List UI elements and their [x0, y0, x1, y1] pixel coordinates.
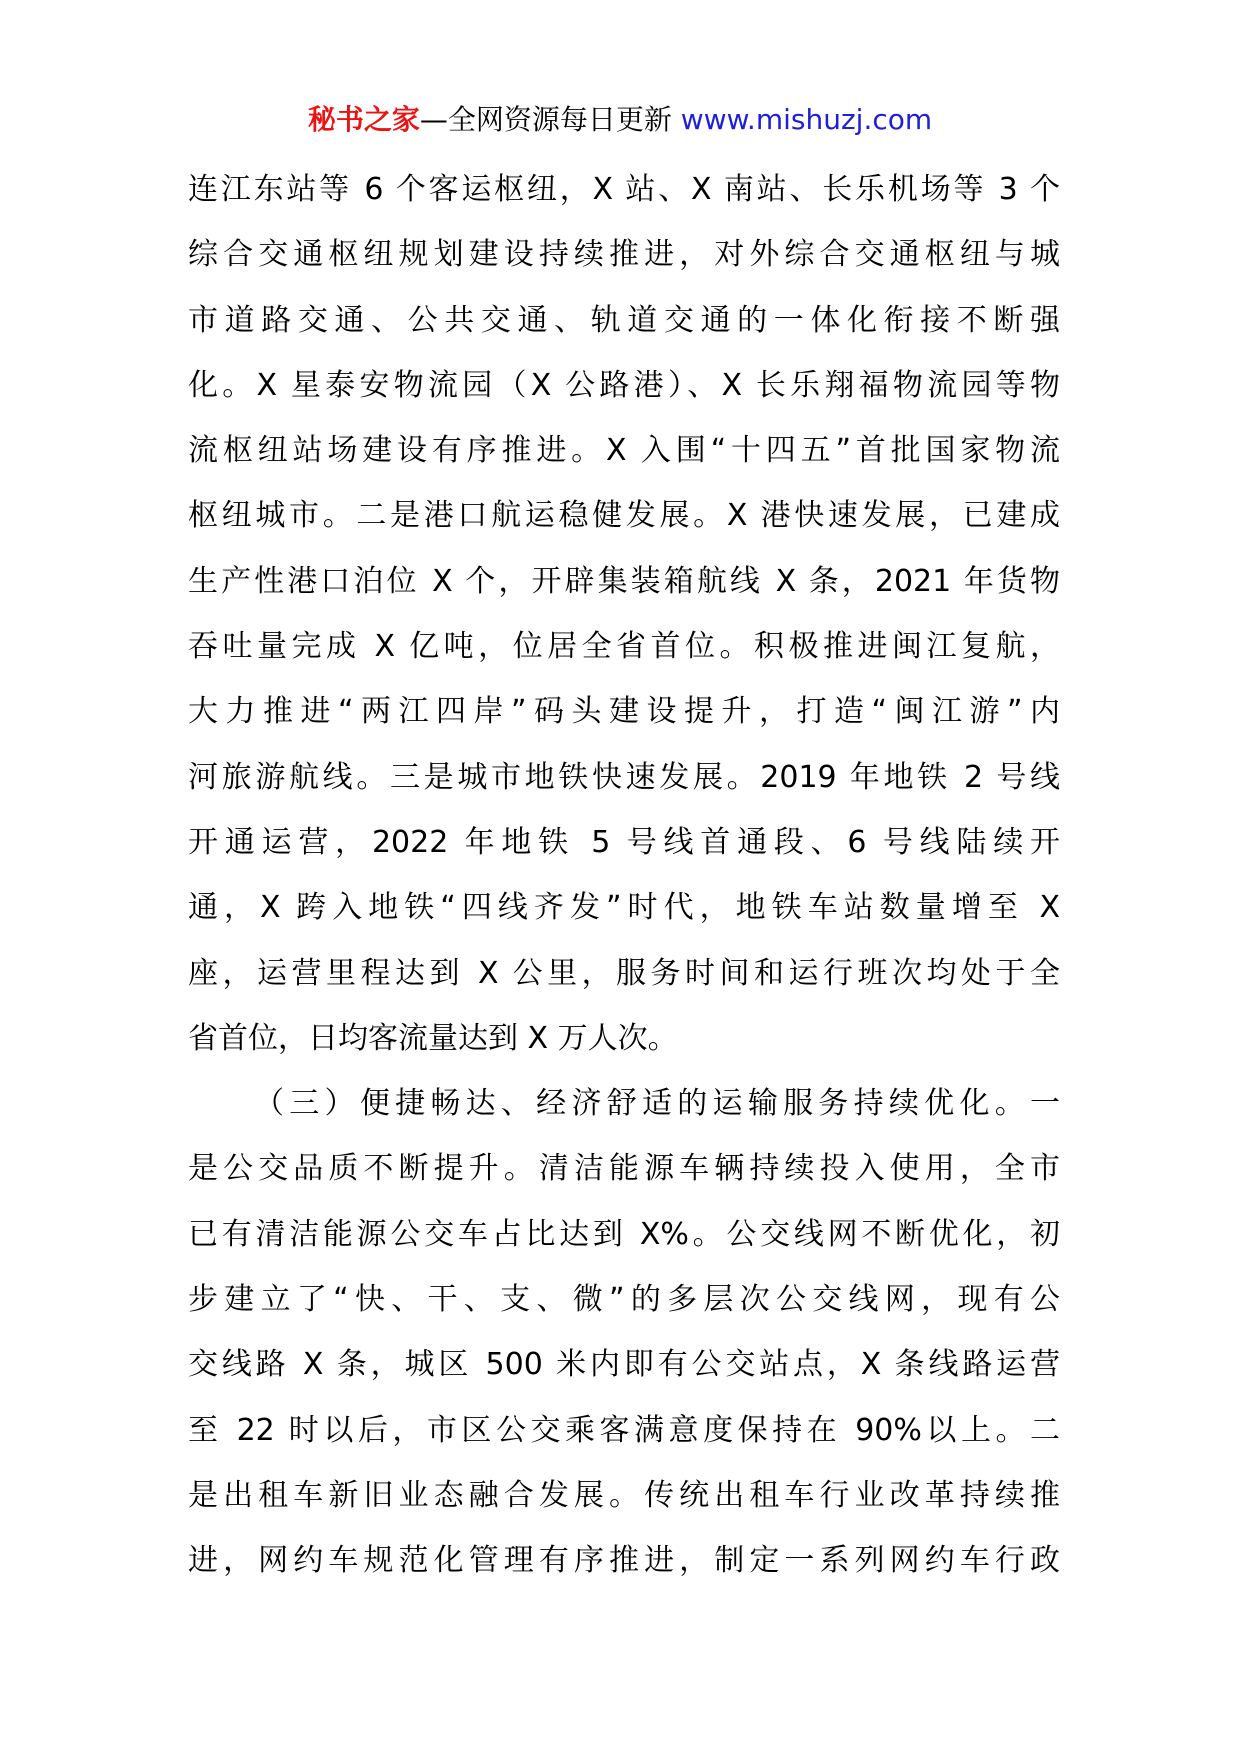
- body-line: 至 22 时以后，市区公交乘客满意度保持在 90%以上。二: [188, 1412, 1060, 1448]
- header-tagline: —全网资源每日更新: [419, 103, 672, 136]
- body-line: 是出租车新旧业态融合发展。传统出租车行业改革持续推: [188, 1477, 1060, 1513]
- body-line: 枢纽城市。二是港口航运稳健发展。X 港快速发展，已建成: [188, 498, 1060, 534]
- body-line: 进，网约车规范化管理有序推进，制定一系列网约车行政: [188, 1543, 1060, 1579]
- section-heading-line: （三）便捷畅达、经济舒适的运输服务持续优化。一: [254, 1086, 1060, 1122]
- body-line: 河旅游航线。三是城市地铁快速发展。2019 年地铁 2 号线: [188, 759, 1060, 795]
- body-line: 流枢纽站场建设有序推进。X 入围“十四五”首批国家物流: [188, 433, 1060, 469]
- body-line: 步建立了“快、干、支、微”的多层次公交线网，现有公: [188, 1282, 1060, 1318]
- body-line: 市道路交通、公共交通、轨道交通的一体化衔接不断强: [188, 302, 1060, 338]
- website-link[interactable]: www.mishuzj.com: [680, 103, 933, 136]
- body-line: 综合交通枢纽规划建设持续推进，对外综合交通枢纽与城: [188, 237, 1060, 273]
- body-line: 交线路 X 条，城区 500 米内即有公交站点，X 条线路运营: [188, 1347, 1060, 1383]
- body-line: 连江东站等 6 个客运枢纽，X 站、X 南站、长乐机场等 3 个: [188, 172, 1060, 207]
- body-line: 座，运营里程达到 X 公里，服务时间和运行班次均处于全: [188, 955, 1060, 991]
- body-line: 大力推进“两江四岸”码头建设提升，打造“闽江游”内: [188, 694, 1060, 730]
- paragraph-last-line: 省首位，日均客流量达到 X 万人次。: [188, 1020, 678, 1056]
- body-line: 吞吐量完成 X 亿吨，位居全省首位。积极推进闽江复航，: [188, 629, 1060, 665]
- body-line: 已有清洁能源公交车占比达到 X%。公交线网不断优化，初: [188, 1216, 1060, 1252]
- brand-name: 秘书之家: [307, 103, 420, 136]
- body-line: 是公交品质不断提升。清洁能源车辆持续投入使用，全市: [188, 1151, 1060, 1187]
- body-line: 化。X 星泰安物流园（X 公路港）、X 长乐翔福物流园等物: [188, 367, 1060, 403]
- body-line: 通，X 跨入地铁“四线齐发”时代，地铁车站数量增至 X: [188, 890, 1060, 926]
- body-line: 开通运营，2022 年地铁 5 号线首通段、6 号线陆续开: [188, 824, 1060, 860]
- page-header: [0, 100, 1240, 140]
- document-body: [188, 157, 1060, 1594]
- body-line: 生产性港口泊位 X 个，开辟集装箱航线 X 条，2021 年货物: [188, 563, 1060, 599]
